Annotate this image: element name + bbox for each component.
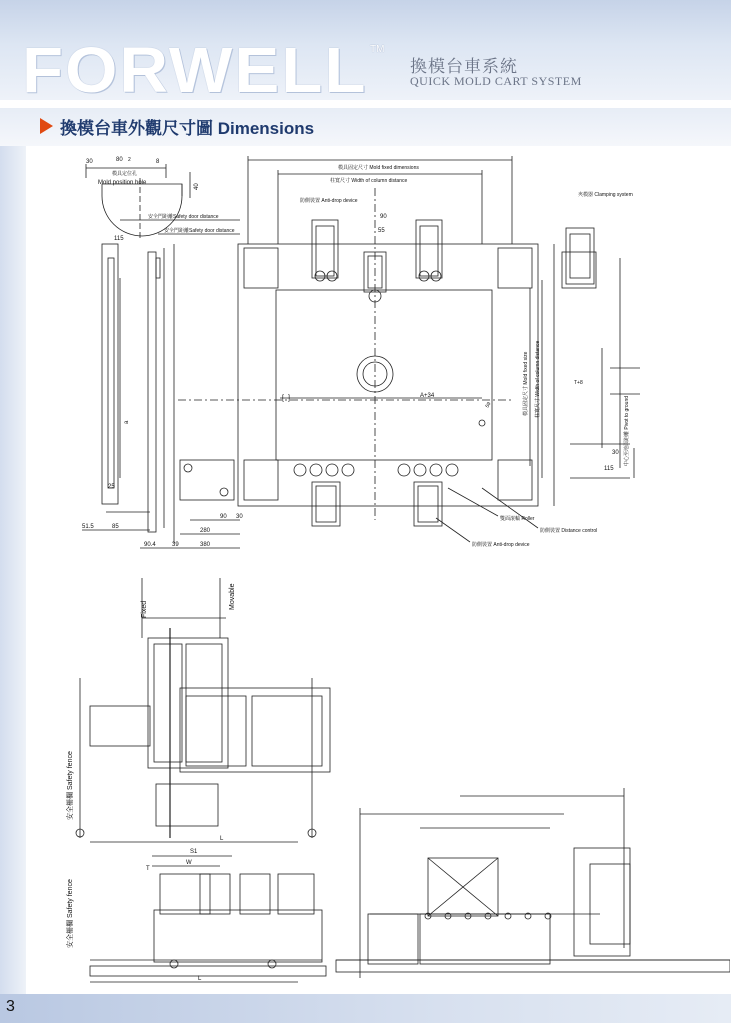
dim-label: 30	[612, 450, 619, 456]
dim-label: L	[198, 976, 202, 982]
bracket-right: ]	[288, 395, 290, 402]
dim-label: 2	[128, 157, 131, 163]
dim-label: 30	[86, 159, 93, 165]
mold-fixed-dims-label: 模具固定尺寸 Mold fixed dimensions	[338, 165, 419, 171]
dim-label: 90	[380, 214, 387, 220]
dimension-drawing	[30, 148, 730, 994]
dim-label: 90.4	[144, 542, 156, 548]
roller-label: 雙面滾輪 Roller	[500, 516, 535, 522]
dim-label: 55	[378, 228, 385, 234]
dim-label: 80	[116, 157, 123, 163]
dim-label: 90	[220, 514, 227, 520]
left-decorative-strip	[0, 146, 26, 994]
t8-label: T+8	[574, 380, 583, 386]
mold-position-label-en: Mold position hole	[98, 180, 147, 186]
dim-label: 30	[236, 514, 243, 520]
a34-label: A+34	[420, 393, 435, 399]
dim-label: 59	[484, 401, 493, 409]
distance-control-label: 防側裝置 Distance control	[540, 528, 598, 534]
dim-label: S1	[190, 849, 198, 855]
mold-position-detail	[86, 164, 190, 238]
dim-label: 380	[200, 542, 211, 548]
technical-drawing-svg	[30, 148, 730, 994]
fixed-label: Fixed	[141, 600, 148, 618]
dim-label: 40	[194, 183, 200, 190]
safety-fence-label: 安全柵欄 Safety fence	[67, 879, 74, 948]
forwell-logo: FORWELL	[22, 34, 368, 106]
safety-door-label: 安全門距離Safety door distance	[148, 214, 219, 220]
side-elevation-left	[90, 856, 326, 982]
dim-label: 8	[156, 159, 160, 165]
anti-drop-top-label: 防側裝置 Anti-drop device	[300, 198, 358, 204]
safety-door-label: 安全門距離Safety door distance	[164, 228, 235, 234]
trademark-mark: TM	[370, 44, 385, 55]
anti-drop-bottom-label: 防側裝置 Anti-drop device	[472, 542, 530, 548]
mold-fixed-size-vertical: 模具固定尺寸 Mold fixed size	[523, 351, 529, 416]
dim-label: T	[146, 866, 150, 872]
dim-label: W	[186, 860, 192, 866]
dim-label: 115	[604, 466, 614, 472]
safety-fence-label: 安全柵欄 Safety fence	[67, 751, 74, 820]
column-width-label: 柱寬尺寸 Width of column distance	[330, 178, 408, 184]
bracket-left: [	[282, 395, 284, 402]
layout-view	[76, 578, 330, 842]
front-elevation-right	[336, 788, 730, 978]
side-profile-left	[82, 244, 240, 548]
dim-label: 25	[108, 484, 115, 490]
mold-position-label-cn: 模具定位孔	[112, 171, 138, 177]
footer-band	[0, 994, 731, 1023]
product-title-cn: 換模台車系統	[410, 57, 518, 76]
section-title: 換模台車外觀尺寸圖 Dimensions	[60, 119, 315, 138]
dim-label: 51.5	[82, 524, 94, 530]
dim-label: 85	[112, 524, 119, 530]
page-number: 3	[6, 998, 15, 1015]
pivot-label: 中心至地面距離 Pivot to ground	[624, 395, 630, 466]
clamping-label: 夾模器 Clamping system	[578, 192, 633, 198]
dim-label: a	[124, 420, 130, 424]
dim-label: 115	[114, 236, 124, 242]
triangle-arrow-icon	[40, 118, 53, 134]
dim-label: 39	[172, 542, 179, 548]
product-title-en: QUICK MOLD CART SYSTEM	[410, 74, 582, 88]
column-width-vertical: 柱寬尺寸 Width of column distance	[535, 340, 541, 418]
main-top-view	[178, 156, 554, 526]
dim-label: L	[220, 836, 224, 842]
dim-label: 280	[200, 528, 211, 534]
movable-label: Movable	[229, 583, 236, 610]
